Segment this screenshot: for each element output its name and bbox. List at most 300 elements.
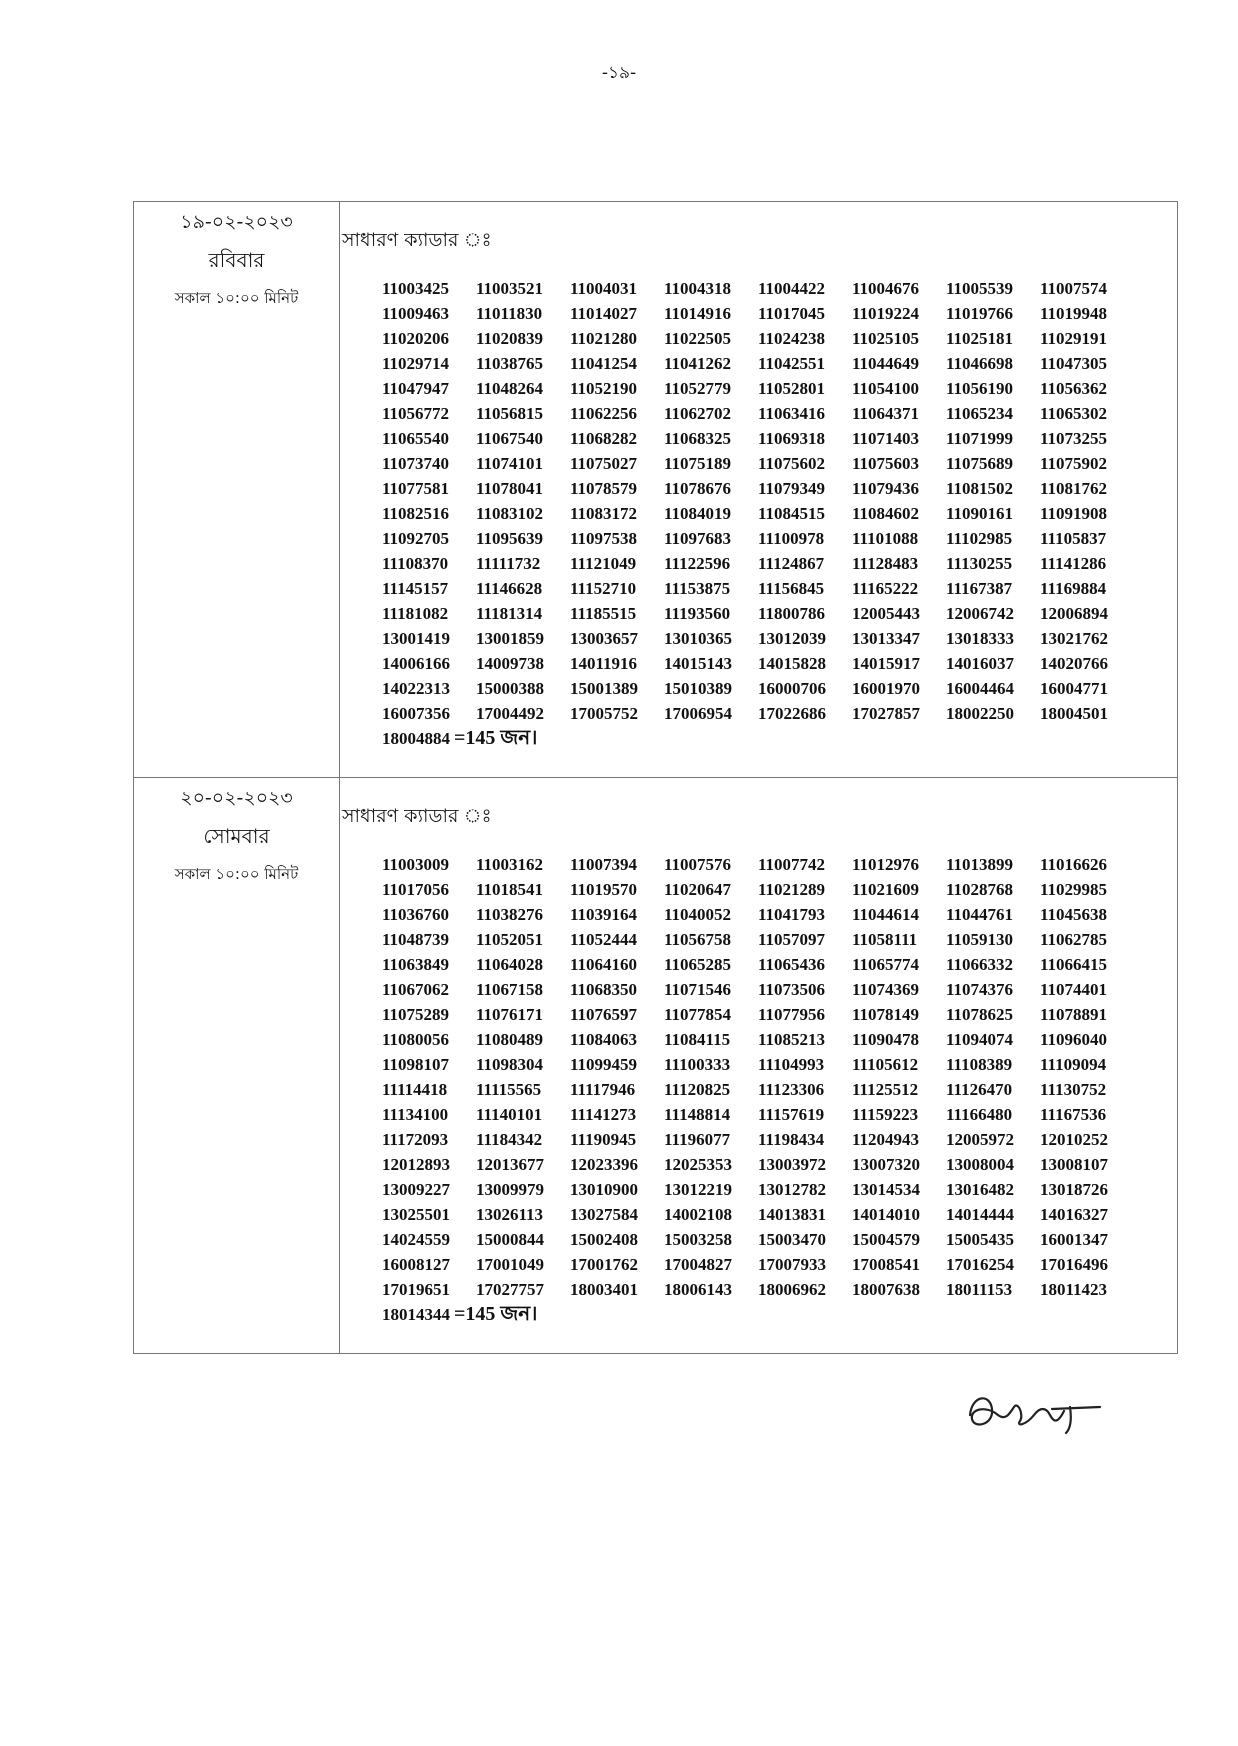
roll-number: 13010365 [664,629,732,648]
total-count: =145 জন। [454,727,538,749]
roll-number: 11081502 [946,479,1014,498]
roll-number: 13012039 [758,629,826,648]
roll-number: 11091908 [1040,504,1108,523]
roll-number: 13001859 [476,629,544,648]
roll-number: 11080489 [476,1030,544,1049]
roll-number: 11078041 [476,479,544,498]
roll-number: 14011916 [570,654,638,673]
roll-number: 11045638 [1040,905,1108,924]
roll-number: 11040052 [664,905,732,924]
roll-number: 15005435 [946,1230,1014,1249]
roll-number: 11025181 [946,329,1014,348]
schedule-row [134,778,1178,1354]
roll-number: 14013831 [758,1205,826,1224]
roll-number: 18003401 [570,1280,638,1299]
roll-number: 11020647 [664,880,732,899]
roll-number: 11075603 [852,454,920,473]
exam-time: সকাল ১০:০০ মিনিট [174,289,299,307]
roll-number: 11090478 [852,1030,920,1049]
roll-number: 11115565 [476,1080,542,1099]
roll-number: 11014027 [570,304,638,323]
roll-number: 16004771 [1040,679,1108,698]
roll-number: 13018726 [1040,1180,1108,1199]
roll-number: 11080056 [382,1030,450,1049]
roll-number: 11048264 [476,379,544,398]
roll-number: 11204943 [852,1130,920,1149]
roll-number: 11196077 [664,1130,731,1149]
roll-number: 11038276 [476,905,544,924]
roll-number: 11004676 [852,279,920,298]
roll-row [382,902,1177,927]
roll-number: 11021280 [570,329,638,348]
roll-number: 11081762 [1040,479,1108,498]
roll-number: 11121049 [570,554,637,573]
roll-number: 11104993 [758,1055,825,1074]
roll-row [382,376,1177,401]
roll-number: 11141273 [570,1105,637,1124]
roll-number: 13008004 [946,1155,1014,1174]
roll-number: 11102985 [946,529,1013,548]
roll-number: 11083172 [570,504,638,523]
roll-number: 11013899 [946,855,1014,874]
roll-number: 11082516 [382,504,450,523]
roll-number: 11114418 [382,1080,448,1099]
roll-number: 18004501 [1040,704,1108,723]
roll-number: 11167387 [946,579,1013,598]
roll-number: 13001419 [382,629,450,648]
roll-number: 11044649 [852,354,920,373]
roll-number: 11056815 [476,404,544,423]
roll-number: 11019224 [852,304,920,323]
roll-number: 11005539 [946,279,1014,298]
roll-number: 11108370 [382,554,449,573]
roll-number: 11004031 [570,279,638,298]
roll-number: 13016482 [946,1180,1014,1199]
roll-number: 11165222 [852,579,919,598]
roll-number: 11017056 [382,880,450,899]
roll-number: 11003425 [382,279,450,298]
roll-number: 13007320 [852,1155,920,1174]
roll-row [382,1202,1177,1227]
roll-number: 11021609 [852,880,920,899]
roll-number: 11063416 [758,404,826,423]
roll-row [382,1177,1177,1202]
roll-number: 11019948 [1040,304,1108,323]
roll-number: 11062702 [664,404,732,423]
roll-number: 16008127 [382,1255,450,1274]
roll-number: 15004579 [852,1230,920,1249]
roll-number: 11017045 [758,304,826,323]
roll-number: 11007742 [758,855,826,874]
roll-number: 15000844 [476,1230,544,1249]
roll-number: 11124867 [758,554,825,573]
roll-number: 13018333 [946,629,1014,648]
roll-number: 11073506 [758,980,826,999]
roll-number: 13027584 [570,1205,638,1224]
roll-number: 11090161 [946,504,1014,523]
roll-number: 11075602 [758,454,826,473]
roll-row [382,476,1177,501]
roll-number: 11069318 [758,429,826,448]
roll-number: 18014344 [382,1305,450,1324]
roll-number: 18004884 [382,729,450,748]
roll-number: 11097683 [664,529,732,548]
roll-row [382,1277,1177,1302]
roll-number: 14020766 [1040,654,1108,673]
roll-number: 11047305 [1040,354,1108,373]
roll-number: 11067062 [382,980,450,999]
roll-number: 15000388 [476,679,544,698]
roll-number: 11079349 [758,479,826,498]
roll-number: 11071403 [852,429,920,448]
roll-row [382,701,1177,726]
roll-number: 11065234 [946,404,1014,423]
roll-number: 14006166 [382,654,450,673]
page-number: -১৯- [601,63,637,83]
exam-date-cell [134,202,340,778]
roll-number: 16000706 [758,679,826,698]
cadre-heading: সাধারণ ক্যাডার ঃ [342,229,492,251]
roll-number: 18011153 [946,1280,1013,1299]
roll-row [382,1002,1177,1027]
roll-number: 11054100 [852,379,920,398]
roll-number: 11105837 [1040,529,1107,548]
roll-number: 11083102 [476,504,544,523]
roll-number: 14015917 [852,654,920,673]
roll-number: 11066332 [946,955,1014,974]
roll-number: 11019570 [570,880,638,899]
roll-number: 11024238 [758,329,826,348]
roll-number: 11078676 [664,479,732,498]
roll-number: 16001347 [1040,1230,1108,1249]
signature [960,1385,1120,1445]
roll-number: 13014534 [852,1180,920,1199]
roll-number: 12006742 [946,604,1014,623]
roll-number: 11109094 [1040,1055,1107,1074]
roll-number: 13008107 [1040,1155,1108,1174]
roll-row [382,501,1177,526]
roll-number: 15010389 [664,679,732,698]
roll-number: 11036760 [382,905,450,924]
roll-number: 11003009 [382,855,450,874]
roll-number: 11052779 [664,379,732,398]
roll-number: 11153875 [664,579,731,598]
roll-row [382,1102,1177,1127]
roll-number: 11075689 [946,454,1014,473]
roll-number: 11084063 [570,1030,638,1049]
roll-number: 11075027 [570,454,638,473]
roll-number: 11101088 [852,529,919,548]
roll-number: 11028768 [946,880,1014,899]
roll-number: 11068325 [664,429,732,448]
roll-number: 11014916 [664,304,732,323]
roll-number: 15003470 [758,1230,826,1249]
roll-number: 11148814 [664,1105,731,1124]
roll-row [382,326,1177,351]
roll-number: 14014444 [946,1205,1014,1224]
roll-number: 14015828 [758,654,826,673]
roll-number: 11085213 [758,1030,826,1049]
exam-date: ২০-০২-২০২৩ [180,787,293,809]
roll-number: 11071999 [946,429,1014,448]
roll-row [382,1127,1177,1152]
roll-number: 14009738 [476,654,544,673]
roll-number: 11016626 [1040,855,1108,874]
roll-number: 17008541 [852,1255,920,1274]
roll-number: 11092705 [382,529,450,548]
roll-number: 11064160 [570,955,638,974]
roll-number: 11067540 [476,429,544,448]
roll-number: 11066415 [1040,955,1108,974]
roll-number: 11077581 [382,479,450,498]
roll-number: 11123306 [758,1080,825,1099]
roll-row [382,952,1177,977]
roll-number: 11141286 [1040,554,1107,573]
schedule-row [134,202,1178,778]
roll-number: 17005752 [570,704,638,723]
roll-row [382,426,1177,451]
roll-number: 11065436 [758,955,826,974]
roll-number: 13009227 [382,1180,450,1199]
roll-number: 11094074 [946,1030,1014,1049]
roll-number: 16004464 [946,679,1014,698]
roll-number: 11025105 [852,329,920,348]
roll-number: 11012976 [852,855,920,874]
roll-number: 11075289 [382,1005,450,1024]
exam-date: ১৯-০২-২০২৩ [180,211,293,233]
roll-number: 11105612 [852,1055,919,1074]
roll-number: 18006962 [758,1280,826,1299]
roll-number: 11130255 [946,554,1013,573]
roll-number: 11076597 [570,1005,638,1024]
roll-number: 11075902 [1040,454,1108,473]
roll-number: 13012219 [664,1180,732,1199]
roll-number: 13013347 [852,629,920,648]
roll-number: 11009463 [382,304,450,323]
roll-number: 12006894 [1040,604,1108,623]
roll-row [382,601,1177,626]
roll-number: 11099459 [570,1055,638,1074]
roll-number: 11041262 [664,354,732,373]
roll-number: 11071546 [664,980,732,999]
roll-row [382,1227,1177,1252]
roll-number: 14016037 [946,654,1014,673]
roll-number: 11067158 [476,980,544,999]
roll-number: 17016496 [1040,1255,1108,1274]
roll-number: 17022686 [758,704,826,723]
roll-number: 11063849 [382,955,450,974]
roll-row [382,977,1177,1002]
roll-number: 11065285 [664,955,732,974]
roll-number: 12025353 [664,1155,732,1174]
roll-number: 11198434 [758,1130,825,1149]
roll-row [382,276,1177,301]
roll-number: 11125512 [852,1080,919,1099]
total-line [382,1302,1177,1327]
roll-number: 12023396 [570,1155,638,1174]
roll-number: 11084602 [852,504,920,523]
roll-number: 11095639 [476,529,544,548]
roll-row [382,1252,1177,1277]
roll-number: 11046698 [946,354,1014,373]
roll-number: 11047947 [382,379,450,398]
roll-number: 11078579 [570,479,638,498]
roll-number: 11056190 [946,379,1014,398]
roll-number: 11077956 [758,1005,826,1024]
roll-row [382,1052,1177,1077]
roll-list-cell [340,202,1178,778]
roll-number: 11007394 [570,855,638,874]
roll-row [382,927,1177,952]
roll-number: 11169884 [1040,579,1107,598]
roll-number: 11073255 [1040,429,1108,448]
roll-number: 11003521 [476,279,544,298]
roll-number: 18002250 [946,704,1014,723]
roll-row [382,626,1177,651]
roll-number: 11190945 [570,1130,637,1149]
roll-number: 11800786 [758,604,826,623]
roll-row [382,401,1177,426]
roll-number: 12013677 [476,1155,544,1174]
roll-number: 11041793 [758,905,826,924]
roll-number: 11052801 [758,379,826,398]
roll-number: 11041254 [570,354,638,373]
roll-number: 11079436 [852,479,920,498]
roll-number: 11184342 [476,1130,543,1149]
roll-number: 12005443 [852,604,920,623]
roll-number: 13003657 [570,629,638,648]
roll-number: 17006954 [664,704,732,723]
roll-number: 11130752 [1040,1080,1107,1099]
roll-number: 11128483 [852,554,919,573]
roll-number: 11084515 [758,504,826,523]
roll-number: 17016254 [946,1255,1014,1274]
roll-number: 14022313 [382,679,450,698]
roll-number: 11011830 [476,304,543,323]
roll-number: 11052051 [476,930,544,949]
roll-number: 11076171 [476,1005,544,1024]
roll-number: 11044614 [852,905,920,924]
roll-number: 12005972 [946,1130,1014,1149]
roll-row [382,526,1177,551]
roll-number: 13021762 [1040,629,1108,648]
roll-number: 11120825 [664,1080,731,1099]
roll-number: 14024559 [382,1230,450,1249]
roll-row [382,1077,1177,1102]
roll-number: 11084019 [664,504,732,523]
roll-number: 11122596 [664,554,731,573]
roll-number: 11073740 [382,454,450,473]
roll-number: 11100333 [664,1055,731,1074]
roll-number: 16007356 [382,704,450,723]
roll-number: 11098107 [382,1055,450,1074]
roll-number: 11084115 [664,1030,731,1049]
roll-number: 12012893 [382,1155,450,1174]
roll-number: 11052444 [570,930,638,949]
roll-number: 11167536 [1040,1105,1107,1124]
roll-row [382,451,1177,476]
roll-row [382,351,1177,376]
roll-number: 11100978 [758,529,825,548]
roll-number: 11004422 [758,279,826,298]
roll-number: 11166480 [946,1105,1013,1124]
roll-number: 18011423 [1040,1280,1108,1299]
roll-number: 13009979 [476,1180,544,1199]
roll-number: 11062785 [1040,930,1108,949]
roll-number: 11159223 [852,1105,919,1124]
total-line [382,726,1177,751]
roll-number: 11078625 [946,1005,1014,1024]
roll-number: 17027857 [852,704,920,723]
roll-number: 11077854 [664,1005,732,1024]
roll-number: 15002408 [570,1230,638,1249]
roll-number-list [382,276,1177,751]
roll-number: 11021289 [758,880,826,899]
roll-number-list [382,852,1177,1327]
roll-number: 13010900 [570,1180,638,1199]
roll-number: 17027757 [476,1280,544,1299]
roll-number: 11065540 [382,429,450,448]
roll-number: 11181082 [382,604,449,623]
roll-number: 11044761 [946,905,1014,924]
exam-day: সোমবার [203,824,270,848]
roll-number: 11058111 [852,930,918,949]
roll-number: 11098304 [476,1055,544,1074]
roll-number: 17004492 [476,704,544,723]
roll-number: 11042551 [758,354,826,373]
roll-number: 11145157 [382,579,449,598]
roll-number: 14014010 [852,1205,920,1224]
roll-number: 13025501 [382,1205,450,1224]
exam-day: রবিবার [208,248,265,272]
roll-number: 11074376 [946,980,1014,999]
roll-number: 11062256 [570,404,638,423]
roll-number: 11018541 [476,880,544,899]
roll-number: 11126470 [946,1080,1013,1099]
roll-number: 11068350 [570,980,638,999]
roll-number: 11056362 [1040,379,1108,398]
roll-number: 11075189 [664,454,732,473]
roll-number: 11078149 [852,1005,920,1024]
roll-number: 11039164 [570,905,638,924]
roll-number: 11052190 [570,379,638,398]
roll-number: 11064371 [852,404,920,423]
roll-number: 13012782 [758,1180,826,1199]
roll-number: 11140101 [476,1105,543,1124]
roll-number: 11193560 [664,604,731,623]
roll-number: 11029191 [1040,329,1108,348]
roll-number: 17001762 [570,1255,638,1274]
roll-number: 11056758 [664,930,732,949]
roll-number: 11074401 [1040,980,1108,999]
roll-row [382,301,1177,326]
exam-time: সকাল ১০:০০ মিনিট [174,865,299,883]
roll-row [382,1027,1177,1052]
roll-number: 16001970 [852,679,920,698]
roll-row [382,576,1177,601]
roll-number: 11007576 [664,855,732,874]
roll-number: 11156845 [758,579,825,598]
roll-number: 11003162 [476,855,544,874]
roll-number: 11074101 [476,454,544,473]
cadre-heading: সাধারণ ক্যাডার ঃ [342,805,492,827]
roll-row [382,676,1177,701]
roll-number: 11181314 [476,604,543,623]
roll-number: 11020839 [476,329,544,348]
roll-number: 11074369 [852,980,920,999]
roll-number: 15001389 [570,679,638,698]
roll-number: 11111732 [476,554,541,573]
